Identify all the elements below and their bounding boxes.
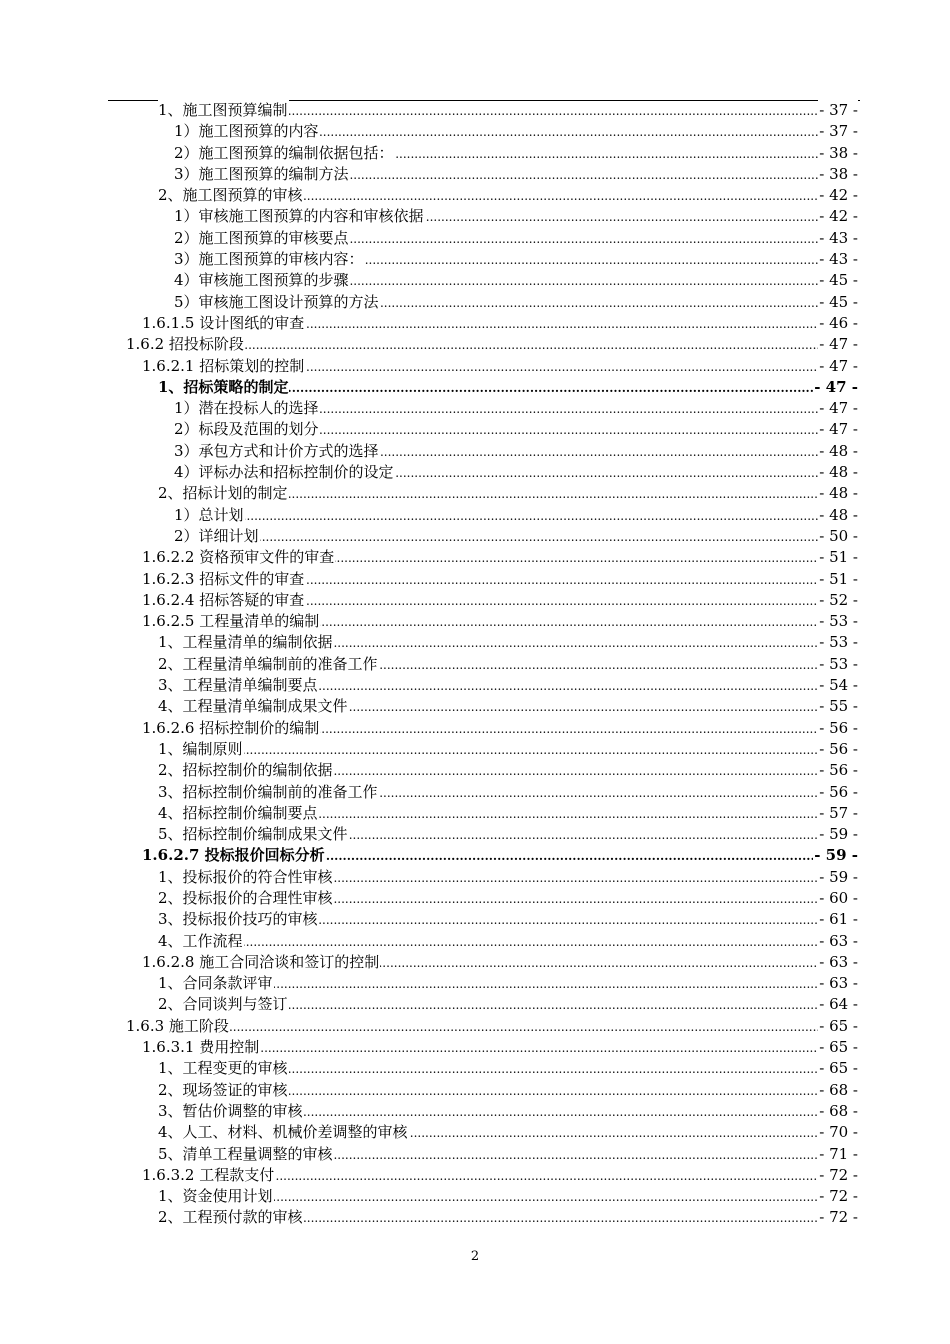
toc-entry-title: 1.6.2.4 招标答疑的审查 [142, 590, 305, 611]
toc-entry-page: - 53 - [818, 654, 858, 675]
toc-entry-title: 1.6.2.3 招标文件的审查 [142, 569, 305, 590]
toc-entry[interactable] [0, 760, 950, 781]
toc-entry-page: - 53 - [818, 611, 858, 632]
toc-entry[interactable] [0, 782, 950, 803]
toc-dot-leader [158, 931, 858, 952]
toc-entry[interactable] [0, 1016, 950, 1037]
toc-entry-page: - 45 - [818, 270, 858, 291]
toc-entry[interactable] [0, 1080, 950, 1101]
toc-entry-title: 2、招标控制价的编制依据 [158, 760, 334, 781]
toc-entry-page: - 47 - [818, 419, 858, 440]
toc-entry-title: 3、暂估价调整的审核 [158, 1101, 304, 1122]
toc-entry-page: - 63 - [818, 952, 858, 973]
toc-entry-page: - 50 - [818, 526, 858, 547]
toc-entry-title: 1.6.2 招投标阶段 [126, 334, 245, 355]
toc-entry-title: 2）详细计划 [174, 526, 260, 547]
toc-entry[interactable] [0, 356, 950, 377]
toc-entry-title: 2）施工图预算的编制依据包括： [174, 143, 395, 164]
toc-entry[interactable] [0, 696, 950, 717]
toc-entry-page: - 38 - [818, 143, 858, 164]
toc-entry-title: 1、招标策略的制定 [158, 377, 289, 398]
toc-entry-page: - 43 - [818, 249, 858, 270]
toc-entry-page: - 54 - [818, 675, 858, 696]
toc-entry-page: - 63 - [818, 931, 858, 952]
toc-entry[interactable] [0, 547, 950, 568]
toc-entry-page: - 52 - [818, 590, 858, 611]
toc-entry[interactable] [0, 569, 950, 590]
toc-entry-page: - 48 - [818, 505, 858, 526]
toc-entry[interactable] [0, 164, 950, 185]
toc-entry[interactable] [0, 590, 950, 611]
toc-entry-title: 2、招标计划的制定 [158, 483, 289, 504]
toc-entry[interactable] [0, 292, 950, 313]
toc-entry-page: - 38 - [818, 164, 858, 185]
toc-entry-title: 2）施工图预算的审核要点 [174, 228, 350, 249]
table-of-contents [0, 100, 950, 1229]
toc-entry-page: - 70 - [818, 1122, 858, 1143]
toc-entry-title: 1）施工图预算的内容 [174, 121, 320, 142]
toc-entry-title: 1）总计划 [174, 505, 245, 526]
toc-entry[interactable] [0, 185, 950, 206]
toc-entry-page: - 47 - [818, 334, 858, 355]
toc-entry-page: - 64 - [818, 994, 858, 1015]
toc-entry-page: - 43 - [818, 228, 858, 249]
toc-entry-title: 2、工程预付款的审核 [158, 1207, 304, 1228]
toc-entry-title: 1.6.2.1 招标策划的控制 [142, 356, 305, 377]
toc-entry-title: 2）标段及范围的划分 [174, 419, 320, 440]
toc-entry-page: - 65 - [818, 1016, 858, 1037]
toc-entry[interactable] [0, 249, 950, 270]
toc-entry-page: - 56 - [818, 782, 858, 803]
toc-entry[interactable] [0, 419, 950, 440]
toc-entry-title: 1.6.2.7 投标报价回标分析 [142, 845, 326, 866]
toc-entry[interactable] [0, 334, 950, 355]
toc-entry[interactable] [0, 888, 950, 909]
toc-entry-title: 4、工作流程 [158, 931, 244, 952]
toc-entry[interactable] [0, 845, 950, 866]
toc-entry[interactable] [0, 121, 950, 142]
toc-entry[interactable] [0, 270, 950, 291]
toc-entry[interactable] [0, 526, 950, 547]
toc-entry-page: - 61 - [818, 909, 858, 930]
toc-entry-title: 3、招标控制价编制前的准备工作 [158, 782, 379, 803]
toc-entry-title: 2、施工图预算的审核 [158, 185, 304, 206]
toc-entry-page: - 51 - [818, 569, 858, 590]
toc-entry-title: 1、工程变更的审核 [158, 1058, 289, 1079]
toc-entry-page: - 55 - [818, 696, 858, 717]
toc-entry-page: - 60 - [818, 888, 858, 909]
toc-entry[interactable] [0, 1144, 950, 1165]
toc-entry-title: 3）施工图预算的编制方法 [174, 164, 350, 185]
toc-entry-page: - 51 - [818, 547, 858, 568]
toc-entry[interactable] [0, 206, 950, 227]
toc-entry[interactable] [0, 994, 950, 1015]
toc-entry[interactable] [0, 398, 950, 419]
toc-entry-title: 3、投标报价技巧的审核 [158, 909, 319, 930]
toc-entry-page: - 42 - [818, 185, 858, 206]
toc-entry-page: - 72 - [818, 1165, 858, 1186]
toc-entry[interactable] [0, 1165, 950, 1186]
toc-entry-page: - 68 - [818, 1080, 858, 1101]
toc-entry-page: - 59 - [818, 824, 858, 845]
toc-entry-title: 1、施工图预算编制 [158, 100, 289, 121]
toc-entry-title: 5、招标控制价编制成果文件 [158, 824, 349, 845]
toc-entry[interactable] [0, 143, 950, 164]
toc-entry[interactable] [0, 867, 950, 888]
toc-entry-title: 5）审核施工图设计预算的方法 [174, 292, 380, 313]
toc-entry[interactable] [0, 1101, 950, 1122]
toc-entry-page: - 57 - [818, 803, 858, 824]
toc-entry[interactable] [0, 100, 950, 121]
toc-entry[interactable] [0, 1122, 950, 1143]
toc-entry-title: 3、工程量清单编制要点 [158, 675, 319, 696]
toc-entry[interactable] [0, 462, 950, 483]
toc-entry[interactable] [0, 931, 950, 952]
toc-entry-title: 1）潜在投标人的选择 [174, 398, 320, 419]
toc-entry-page: - 48 - [818, 483, 858, 504]
toc-entry-page: - 47 - [818, 356, 858, 377]
toc-entry-title: 1、工程量清单的编制依据 [158, 632, 334, 653]
toc-entry-title: 2、合同谈判与签订 [158, 994, 289, 1015]
toc-entry[interactable] [0, 228, 950, 249]
toc-entry-page: - 48 - [818, 441, 858, 462]
toc-entry[interactable] [0, 739, 950, 760]
toc-entry-title: 3）承包方式和计价方式的选择 [174, 441, 380, 462]
toc-entry-title: 1.6.3 施工阶段 [126, 1016, 230, 1037]
toc-entry[interactable] [0, 952, 950, 973]
toc-entry[interactable] [0, 1058, 950, 1079]
toc-entry-title: 1.6.2.2 资格预审文件的审查 [142, 547, 335, 568]
toc-entry-title: 1、投标报价的符合性审核 [158, 867, 334, 888]
toc-entry[interactable] [0, 377, 950, 398]
toc-entry-page: - 68 - [818, 1101, 858, 1122]
toc-entry-page: - 72 - [818, 1207, 858, 1228]
toc-entry[interactable] [0, 803, 950, 824]
toc-entry-title: 4、招标控制价编制要点 [158, 803, 319, 824]
toc-entry-title: 1、合同条款评审 [158, 973, 274, 994]
toc-entry-page: - 56 - [818, 718, 858, 739]
toc-entry[interactable] [0, 483, 950, 504]
toc-entry-title: 1.6.2.8 施工合同洽谈和签订的控制 [142, 952, 380, 973]
toc-entry-page: - 37 - [818, 121, 858, 142]
toc-entry-page: - 65 - [818, 1037, 858, 1058]
toc-entry-title: 1.6.1.5 设计图纸的审查 [142, 313, 305, 334]
toc-entry-page: - 42 - [818, 206, 858, 227]
toc-entry-page: - 72 - [818, 1186, 858, 1207]
toc-entry-title: 1.6.3.1 费用控制 [142, 1037, 260, 1058]
toc-entry[interactable] [0, 611, 950, 632]
toc-entry-page: - 37 - [818, 100, 858, 121]
toc-entry-title: 2、工程量清单编制前的准备工作 [158, 654, 379, 675]
toc-entry-title: 1.6.2.5 工程量清单的编制 [142, 611, 320, 632]
toc-entry-page: - 48 - [818, 462, 858, 483]
toc-dot-leader [126, 1016, 858, 1037]
toc-entry-title: 4）评标办法和招标控制价的设定 [174, 462, 395, 483]
toc-entry-page: - 65 - [818, 1058, 858, 1079]
toc-entry[interactable] [0, 1037, 950, 1058]
toc-entry[interactable] [0, 824, 950, 845]
toc-entry-page: - 47 - [818, 398, 858, 419]
toc-entry[interactable] [0, 441, 950, 462]
toc-entry-page: - 59 - [813, 845, 858, 866]
toc-entry[interactable] [0, 675, 950, 696]
toc-entry-title: 1）审核施工图预算的内容和审核依据 [174, 206, 425, 227]
toc-entry[interactable] [0, 1207, 950, 1228]
toc-entry-page: - 56 - [818, 760, 858, 781]
toc-entry-page: - 59 - [818, 867, 858, 888]
toc-entry[interactable] [0, 1186, 950, 1207]
toc-entry-title: 4）审核施工图预算的步骤 [174, 270, 350, 291]
toc-entry-title: 4、工程量清单编制成果文件 [158, 696, 349, 717]
toc-entry-title: 1.6.2.6 招标控制价的编制 [142, 718, 320, 739]
toc-entry[interactable] [0, 718, 950, 739]
toc-entry[interactable] [0, 313, 950, 334]
toc-entry-title: 1、资金使用计划 [158, 1186, 274, 1207]
toc-entry[interactable] [0, 505, 950, 526]
toc-entry-page: - 56 - [818, 739, 858, 760]
toc-dot-leader [174, 505, 858, 526]
toc-dot-leader [174, 526, 858, 547]
toc-entry[interactable] [0, 973, 950, 994]
toc-entry-page: - 63 - [818, 973, 858, 994]
toc-entry-title: 2、现场签证的审核 [158, 1080, 289, 1101]
toc-entry-title: 5、清单工程量调整的审核 [158, 1144, 334, 1165]
toc-entry[interactable] [0, 654, 950, 675]
toc-entry-title: 4、人工、材料、机械价差调整的审核 [158, 1122, 409, 1143]
toc-entry-title: 1.6.3.2 工程款支付 [142, 1165, 275, 1186]
page-number: 2 [470, 1249, 480, 1264]
toc-entry-page: - 46 - [818, 313, 858, 334]
toc-entry-page: - 47 - [813, 377, 858, 398]
toc-dot-leader [158, 739, 858, 760]
toc-entry-title: 2、投标报价的合理性审核 [158, 888, 334, 909]
toc-entry-page: - 53 - [818, 632, 858, 653]
toc-entry[interactable] [0, 909, 950, 930]
toc-entry-title: 3）施工图预算的审核内容： [174, 249, 365, 270]
toc-entry-title: 1、编制原则 [158, 739, 244, 760]
toc-entry[interactable] [0, 632, 950, 653]
toc-entry-page: - 71 - [818, 1144, 858, 1165]
toc-entry-page: - 45 - [818, 292, 858, 313]
